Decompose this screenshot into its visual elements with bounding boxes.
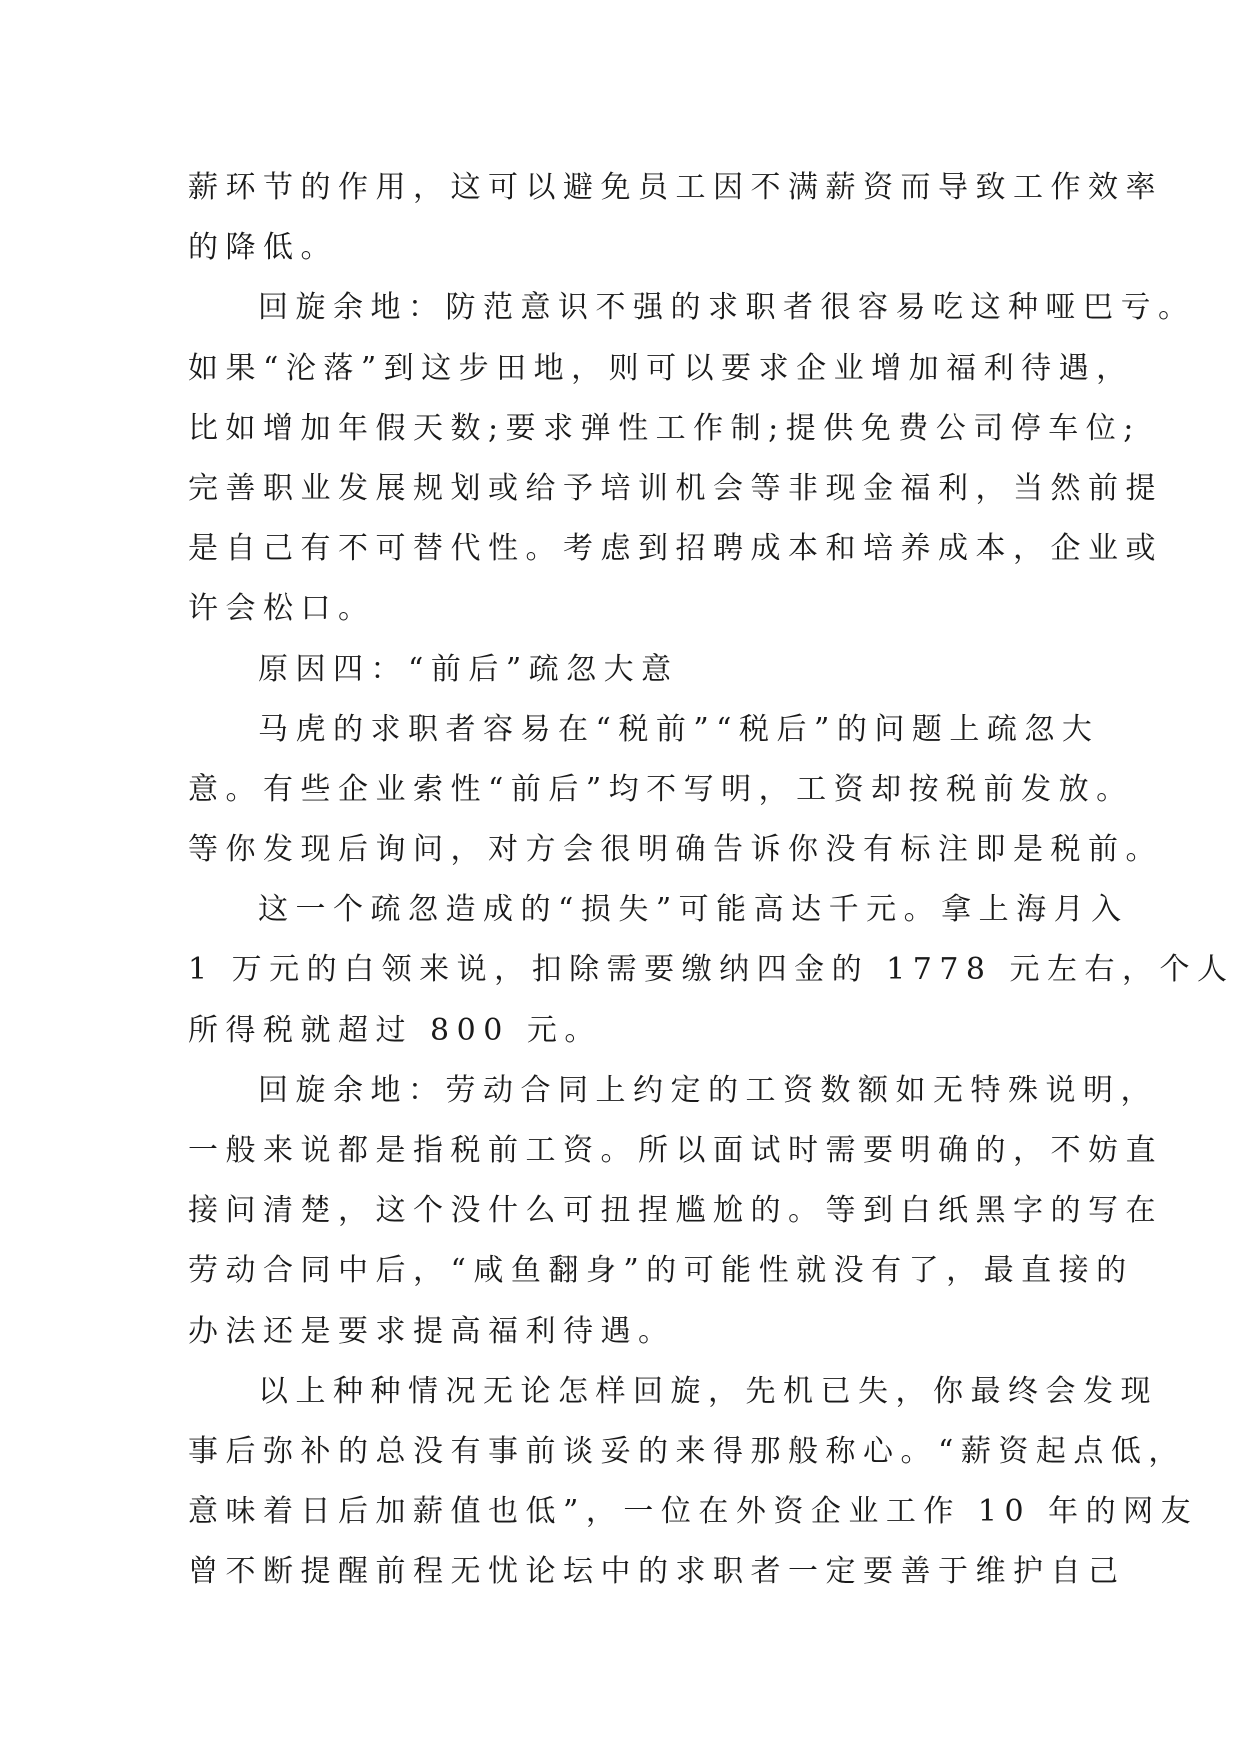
- text-line: 的降低。: [188, 230, 338, 266]
- text-line: 以上种种情况无论怎样回旋，先机已失，你最终会发现: [258, 1373, 1158, 1409]
- text-line: 办法还是要求提高福利待遇。: [188, 1313, 676, 1349]
- text-line: 原因四：“前后”疏忽大意: [258, 651, 679, 687]
- document-body: [188, 158, 1235, 1603]
- text-line: 所得税就超过 800 元。: [188, 1012, 602, 1048]
- text-line: 一般来说都是指税前工资。所以面试时需要明确的，不妨直: [188, 1133, 1163, 1168]
- text-line: 如果“沦落”到这步田地，则可以要求企业增加福利待遇，: [188, 350, 1134, 386]
- text-line: 比如增加年假天数;要求弹性工作制;提供免费公司停车位;: [188, 410, 1141, 446]
- text-line: 1 万元的白领来说，扣除需要缴纳四金的 1778 元左右，个人: [188, 952, 1235, 988]
- text-line: 事后弥补的总没有事前谈妥的来得那般称心。“薪资起点低，: [188, 1433, 1186, 1469]
- text-line: 许会松口。: [188, 591, 376, 627]
- text-line: 意味着日后加薪值也低”，一位在外资企业工作 10 年的网友: [188, 1494, 1199, 1530]
- text-line: 是自己有不可替代性。考虑到招聘成本和培养成本，企业或: [188, 531, 1163, 567]
- text-line: 回旋余地：防范意识不强的求职者很容易吃这种哑巴亏。: [258, 290, 1196, 326]
- text-line: 等你发现后询问，对方会很明确告诉你没有标注即是税前。: [188, 832, 1163, 868]
- text-line: 薪环节的作用，这可以避免员工因不满薪资而导致工作效率: [188, 170, 1163, 205]
- text-line: 马虎的求职者容易在“税前”“税后”的问题上疏忽大: [258, 711, 1100, 747]
- text-line: 回旋余地：劳动合同上约定的工资数额如无特殊说明，: [258, 1072, 1158, 1108]
- text-line: 劳动合同中后，“咸鱼翻身”的可能性就没有了，最直接的: [188, 1253, 1134, 1289]
- text-line: 曾不断提醒前程无忧论坛中的求职者一定要善于维护自己: [188, 1554, 1126, 1590]
- text-line: 这一个疏忽造成的“损失”可能高达千元。拿上海月入: [258, 892, 1129, 928]
- text-line: 完善职业发展规划或给予培训机会等非现金福利，当然前提: [188, 470, 1163, 506]
- text-line: 意。有些企业索性“前后”均不写明，工资却按税前发放。: [188, 771, 1134, 807]
- text-line: 接问清楚，这个没什么可扭捏尴尬的。等到白纸黑字的写在: [188, 1193, 1163, 1229]
